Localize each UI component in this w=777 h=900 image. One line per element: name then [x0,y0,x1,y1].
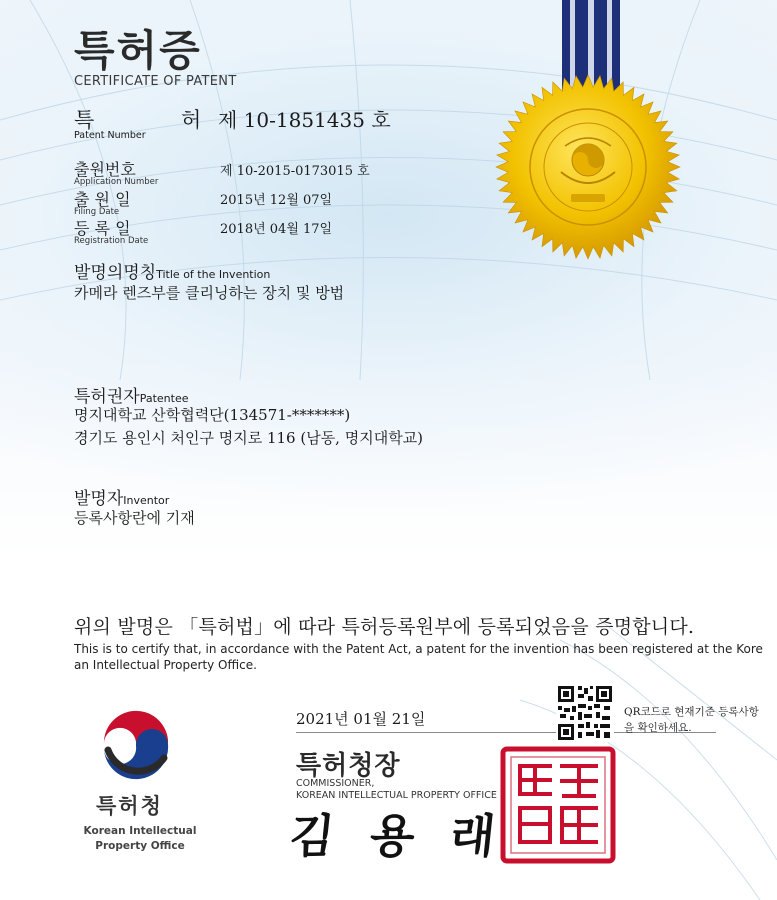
inventor-label: 발명자 [74,489,124,509]
patentee-label: 특허권자 [74,387,140,407]
commissioner-title-english-line2: KOREAN INTELLECTUAL PROPERTY OFFICE [296,790,497,801]
patent-number-value: 제 10-1851435 호 [218,108,391,132]
application-number-value: 제 10-2015-0173015 호 [220,164,370,179]
certificate-title-english: CERTIFICATE OF PATENT [74,74,237,89]
invention-title-label-english: Title of the Invention [156,268,271,281]
gold-seal-icon [493,72,683,262]
commissioner-title: 특허청장 [296,751,401,781]
commissioner-title-english [296,778,497,802]
red-official-stamp-icon [500,746,616,864]
registration-date-label: 등 록 일 [74,219,131,238]
qr-note: QR코드로 현재기준 등록사항을 확인하세요. [624,706,759,734]
office-name-english: Korean Intellectual Property Office [83,825,197,852]
commissioner-title-english-line1: COMMISSIONER, [296,778,375,789]
registration-date-label-english: Registration Date [74,236,149,246]
patent-number-label-english: Patent Number [74,130,146,141]
patentee-address: 경기도 용인시 처인구 명지로 116 (남동, 명지대학교) [74,429,424,447]
qr-code-icon[interactable] [556,684,614,742]
certification-statement-english: This is to certify that, in accordance with the Patent Act, a patent for the invention has been registered at the Korean Intellectual Property Office. [74,642,763,672]
office-name: 특허청 [96,794,163,818]
application-number-label: 출원번호 [74,160,136,179]
invention-title-value: 카메라 렌즈부를 클리닝하는 장치 및 방법 [74,284,345,302]
commissioner-signature: 김 용 래 [286,809,508,863]
issue-date: 2021년 01월 21일 [296,710,426,728]
filing-date-label-english: Filing Date [74,207,120,217]
filing-date-value: 2015년 12월 07일 [220,193,333,208]
registration-date-value: 2018년 04월 17일 [220,222,333,237]
filing-date-label: 출 원 일 [74,190,131,209]
patent-number-label: 특 허 [74,108,242,132]
patentee-label-english: Patentee [139,392,189,405]
certificate-title: 특허증 [74,26,202,75]
inventor-label-english: Inventor [123,494,170,507]
inventor-value: 등록사항란에 기재 [74,509,195,527]
invention-title-label: 발명의명칭 [74,263,157,283]
certification-statement: 위의 발명은 「특허법」에 따라 특허등록원부에 등록되었음을 증명합니다. [74,616,695,638]
invention-title-heading [74,258,270,283]
kipo-taegeuk-logo-icon [94,700,178,784]
application-number-label-english: Application Number [74,177,159,187]
patentee-name: 명지대학교 산학협력단(134571-*******) [74,406,351,424]
inventor-heading [74,484,169,509]
